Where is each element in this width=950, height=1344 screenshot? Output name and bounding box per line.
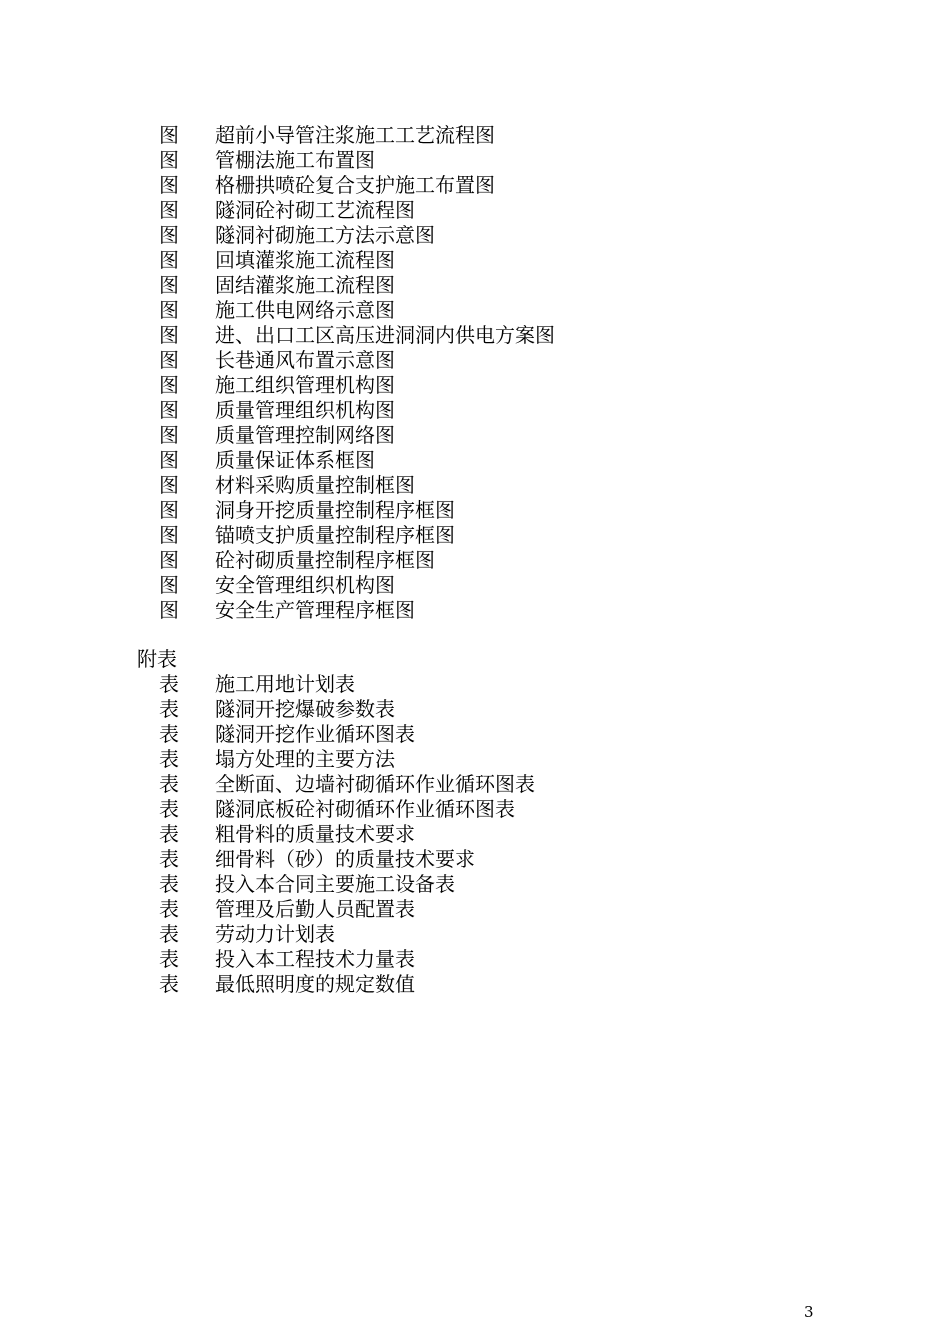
table-entry (0, 822, 950, 847)
figure-entry (0, 398, 950, 423)
figure-kind-label: 图 (159, 423, 179, 447)
figure-title: 超前小导管注浆施工工艺流程图 (215, 123, 495, 147)
figure-title: 施工组织管理机构图 (215, 373, 395, 397)
figure-title: 质量保证体系框图 (215, 448, 375, 472)
table-title: 粗骨料的质量技术要求 (215, 822, 415, 846)
figure-kind-label: 图 (159, 523, 179, 547)
table-title: 细骨料（砂）的质量技术要求 (215, 847, 475, 871)
table-entry (0, 747, 950, 772)
figure-entry (0, 473, 950, 498)
figure-kind-label: 图 (159, 323, 179, 347)
table-entry (0, 897, 950, 922)
table-kind-label: 表 (159, 822, 179, 846)
figure-entry (0, 323, 950, 348)
figure-kind-label: 图 (159, 198, 179, 222)
table-title: 全断面、边墙衬砌循环作业循环图表 (215, 772, 535, 796)
figure-title: 固结灌浆施工流程图 (215, 273, 395, 297)
figure-entry (0, 273, 950, 298)
table-title: 隧洞底板砼衬砌循环作业循环图表 (215, 797, 515, 821)
table-entry (0, 797, 950, 822)
table-title: 劳动力计划表 (215, 922, 335, 946)
table-title: 投入本合同主要施工设备表 (215, 872, 455, 896)
figure-title: 回填灌浆施工流程图 (215, 248, 395, 272)
figure-kind-label: 图 (159, 123, 179, 147)
table-kind-label: 表 (159, 947, 179, 971)
figure-entry (0, 148, 950, 173)
table-kind-label: 表 (159, 797, 179, 821)
figure-entry (0, 298, 950, 323)
figure-entry (0, 573, 950, 598)
figure-kind-label: 图 (159, 248, 179, 272)
table-kind-label: 表 (159, 872, 179, 896)
figure-kind-label: 图 (159, 548, 179, 572)
figure-title: 施工供电网络示意图 (215, 298, 395, 322)
table-title: 隧洞开挖作业循环图表 (215, 722, 415, 746)
table-kind-label: 表 (159, 747, 179, 771)
figure-title: 砼衬砌质量控制程序框图 (215, 548, 435, 572)
table-entry (0, 922, 950, 947)
table-kind-label: 表 (159, 772, 179, 796)
table-title: 管理及后勤人员配置表 (215, 897, 415, 921)
figure-kind-label: 图 (159, 398, 179, 422)
figure-title: 洞身开挖质量控制程序框图 (215, 498, 455, 522)
table-title: 施工用地计划表 (215, 672, 355, 696)
figure-kind-label: 图 (159, 223, 179, 247)
figure-title: 隧洞衬砌施工方法示意图 (215, 223, 435, 247)
figure-entry (0, 223, 950, 248)
figure-entry (0, 423, 950, 448)
figure-title: 隧洞砼衬砌工艺流程图 (215, 198, 415, 222)
figure-entry (0, 448, 950, 473)
table-kind-label: 表 (159, 897, 179, 921)
figure-entry (0, 123, 950, 148)
figure-kind-label: 图 (159, 298, 179, 322)
figure-kind-label: 图 (159, 448, 179, 472)
table-kind-label: 表 (159, 972, 179, 996)
table-entry (0, 722, 950, 747)
figure-title: 管棚法施工布置图 (215, 148, 375, 172)
figure-kind-label: 图 (159, 273, 179, 297)
figure-title: 锚喷支护质量控制程序框图 (215, 523, 455, 547)
figure-kind-label: 图 (159, 173, 179, 197)
table-kind-label: 表 (159, 697, 179, 721)
figure-kind-label: 图 (159, 573, 179, 597)
table-kind-label: 表 (159, 672, 179, 696)
table-entry (0, 772, 950, 797)
figure-entry (0, 248, 950, 273)
figure-list (0, 123, 950, 623)
table-list (0, 672, 950, 997)
table-title: 塌方处理的主要方法 (215, 747, 395, 771)
figure-entry (0, 498, 950, 523)
table-entry (0, 972, 950, 997)
figure-title: 质量管理组织机构图 (215, 398, 395, 422)
table-entry (0, 847, 950, 872)
figure-kind-label: 图 (159, 598, 179, 622)
figure-title: 长巷通风布置示意图 (215, 348, 395, 372)
figure-entry (0, 548, 950, 573)
figure-title: 安全管理组织机构图 (215, 573, 395, 597)
figure-kind-label: 图 (159, 373, 179, 397)
table-title: 投入本工程技术力量表 (215, 947, 415, 971)
table-entry (0, 697, 950, 722)
table-title: 隧洞开挖爆破参数表 (215, 697, 395, 721)
figure-title: 进、出口工区高压进洞洞内供电方案图 (215, 323, 555, 347)
figure-kind-label: 图 (159, 348, 179, 372)
figure-kind-label: 图 (159, 498, 179, 522)
figure-entry (0, 598, 950, 623)
table-kind-label: 表 (159, 847, 179, 871)
table-entry (0, 672, 950, 697)
table-entry (0, 947, 950, 972)
figure-entry (0, 523, 950, 548)
figure-entry (0, 348, 950, 373)
figure-title: 材料采购质量控制框图 (215, 473, 415, 497)
figure-kind-label: 图 (159, 473, 179, 497)
figure-title: 安全生产管理程序框图 (215, 598, 415, 622)
table-entry (0, 872, 950, 897)
table-title: 最低照明度的规定数值 (215, 972, 415, 996)
page-number: 3 (804, 1303, 814, 1321)
figure-entry (0, 173, 950, 198)
figure-entry (0, 198, 950, 223)
figure-title: 质量管理控制网络图 (215, 423, 395, 447)
figure-title: 格栅拱喷砼复合支护施工布置图 (215, 173, 495, 197)
table-kind-label: 表 (159, 922, 179, 946)
figure-entry (0, 373, 950, 398)
table-kind-label: 表 (159, 722, 179, 746)
appendix-heading: 附表 (137, 647, 177, 671)
figure-kind-label: 图 (159, 148, 179, 172)
